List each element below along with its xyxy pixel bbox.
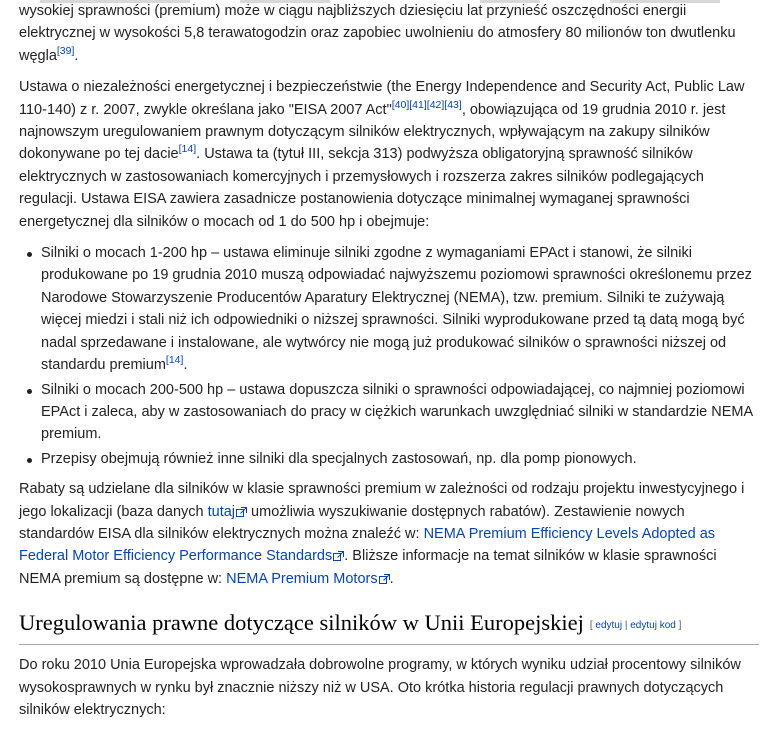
edit-source-link[interactable]: edytuj kod xyxy=(630,620,676,632)
link-tutaj[interactable]: tutaj xyxy=(208,504,247,520)
citation-39: [39] xyxy=(56,44,75,57)
bullet-icon xyxy=(27,389,32,394)
paragraph-rebates: Rabaty są udzielane dla silników w klasie sprawności premium w zależności od rodzaju projektu inwestycyjnego i jego lokalizacji (baza danych tutaj umożliwia wyszukiwanie dostępnych rabatów). Zestawienie nowych standardów EISA dla silników elektrycznych można znaleźć w: NEMA Premium Efficiency Levels Adopted as Federal Motor Efficiency Performance Standards . Bliższe informacje na temat silników w klasie sprawności NEMA premium są dostępne w: NEMA Premium Motors . xyxy=(19,481,745,587)
bullet-icon xyxy=(27,458,32,463)
paragraph-eu-history: Do roku 2010 Unia Europejska wprowadzała dobrowolne programy, w których wyniku udział procentowy silników wysokosprawnych w rynku był znacznie niższy niż w USA. Oto krótka historia regulacji prawnych dotyczących silników elektrycznych: xyxy=(19,657,741,718)
external-link-icon xyxy=(333,551,344,561)
list-item: Silniki o mocach 1-200 hp – ustawa eliminuje silniki zgodne z wymaganiami EPAct i stanowi, że silniki produkowane po 19 grudnia 2010 muszą odpowiadać najwyższemu poziomowi sprawności określonemu przez Narodowe Stowarzyszenie Producentów Aparatury Elektrycznej (NEMA), tzw. premium. Silniki te zużywają więcej miedzi i stali niż ich odpowiedniki o niższej sprawności. Silniki wyprodukowane przed tą datą mogą być nadal sprzedawane i instalowane, ale wytwórcy nie mogą już produkować silników o sprawności niższej od standardu premium[14]. xyxy=(41,242,759,376)
link-nema-premium-efficiency-levels[interactable]: NEMA Premium Efficiency Levels Adopted as Federal Motor Efficiency Performance Standards xyxy=(19,525,716,565)
edit-section-links: [ edytuj | edytuj kod ] xyxy=(589,620,682,632)
article-content xyxy=(19,0,759,730)
citation-14: [14] xyxy=(178,143,197,156)
citation-41[interactable]: [41] xyxy=(409,98,427,111)
edit-link[interactable]: edytuj xyxy=(595,620,623,632)
citation-14: [14] xyxy=(165,354,184,367)
external-link-icon xyxy=(379,574,390,584)
paragraph-eisa: Ustawa o niezależności energetycznej i bezpieczeństwie (the Energy Independence and Security Act, Public Law 110-140) z r. 2007, zwykle określana jako "EISA 2007 Act"[40][41][42][43], obowiązująca od 19 grudnia 2010 r. jest najnowszym uregulowaniem prawnym dotyczącym silników elektrycznych, wpływającym na zakupy silników dokonywane po tej dacie[14]. Ustawa ta (tytuł III, sekcja 313) podwyższa obligatoryjną sprawność silników elektrycznych w zastosowaniach komercyjnych i przemysłowych i rozszerza zakres silników podlegających regulacji. Ustawa EISA zawiera zasadnicze postanowienia dotyczące minimalnej wymaganej sprawności energetycznej dla silników o mocach od 1 do 500 hp i obejmuje: xyxy=(19,79,745,230)
section-heading-eu: Uregulowania prawne dotyczące silników w Unii Europejskiej [ edytuj | edytuj kod ] xyxy=(19,609,759,645)
eisa-provisions-list xyxy=(19,242,759,470)
link-nema-premium-motors[interactable]: NEMA Premium Motors xyxy=(226,571,389,587)
list-item: Silniki o mocach 200-500 hp – ustawa dopuszcza silniki o sprawności odpowiadającej, co najmniej poziomowi EPAct i zaleca, aby w zastosowaniach do pracy w ciężkich warunkach uwzględniać silniki w standardzie NEMA premium. xyxy=(41,379,759,446)
bullet-icon xyxy=(27,252,32,257)
list-item: Przepisy obejmują również inne silniki dla specjalnych zastosowań, np. dla pomp pionowych. xyxy=(41,448,759,470)
citation-40[interactable]: [40] xyxy=(391,98,410,111)
paragraph-savings: wysokiej sprawności (premium) może w ciągu najbliższych dziesięciu lat przynieść oszczędności energii elektrycznej w wysokości 5,8 terawatogodzin oraz zapobiec uwolnieniu do atmosfery 80 milionów ton dwutlenku węgla[39]. xyxy=(19,3,736,64)
citation-40-43 xyxy=(392,99,462,111)
citation-42[interactable]: [42] xyxy=(426,98,445,111)
citation-43[interactable]: [43] xyxy=(444,98,462,111)
external-link-icon xyxy=(236,507,247,517)
